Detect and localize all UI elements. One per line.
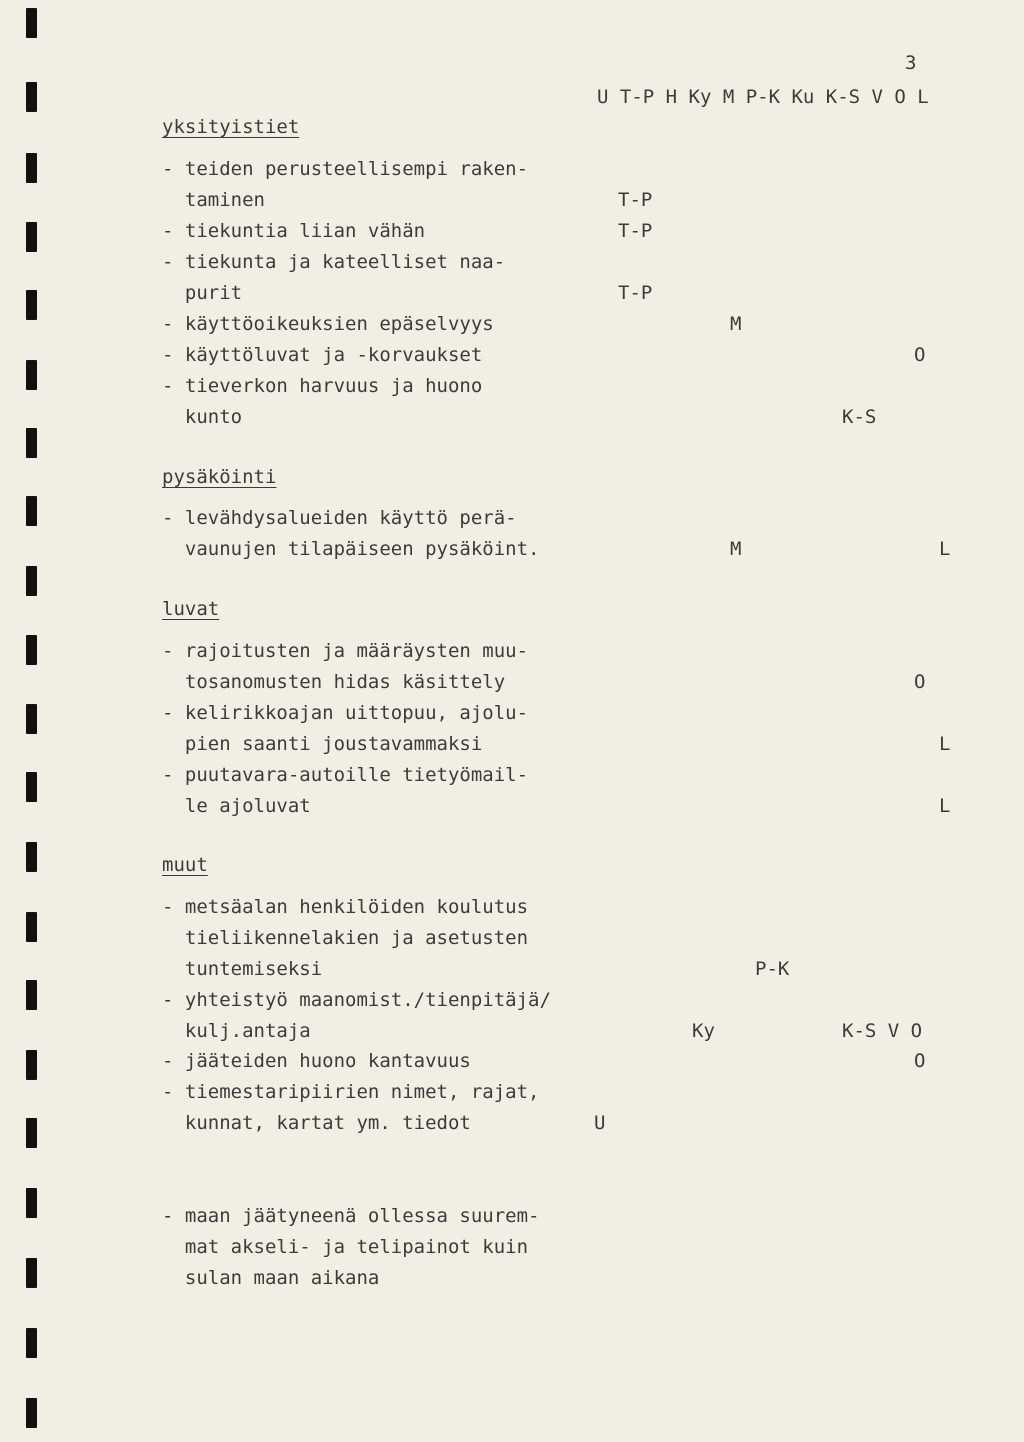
list-item: - puutavara-autoille tietyömail-: [162, 764, 529, 786]
column-mark: M: [730, 538, 742, 560]
binder-hole: [26, 222, 37, 252]
column-mark: L: [939, 795, 951, 817]
list-item: - käyttöoikeuksien epäselvyys: [162, 313, 494, 335]
column-header: U T-P H Ky M P-K Ku K-S V O L: [597, 86, 929, 108]
column-mark: T-P: [618, 282, 653, 304]
binder-hole: [26, 566, 37, 596]
list-item: - tieverkon harvuus ja huono: [162, 375, 483, 397]
binder-hole: [26, 772, 37, 802]
binder-hole: [26, 704, 37, 734]
binder-hole: [26, 290, 37, 320]
list-item: - tiekuntia liian vähän: [162, 220, 426, 242]
column-mark: O: [914, 344, 926, 366]
list-item: kulj.antaja: [162, 1020, 311, 1042]
column-mark: K-S V O: [842, 1020, 923, 1042]
list-item: - yhteistyö maanomist./tienpitäjä/: [162, 989, 551, 1011]
section-heading-luvat: luvat: [162, 598, 220, 620]
column-mark: U: [594, 1112, 606, 1134]
section-heading-muut: muut: [162, 854, 208, 876]
list-item: purit: [162, 282, 243, 304]
list-item: pien saanti joustavammaksi: [162, 733, 483, 755]
column-mark: K-S: [842, 406, 877, 428]
column-mark: T-P: [618, 189, 653, 211]
list-item: vaunujen tilapäiseen pysäköint.: [162, 538, 540, 560]
list-item: tuntemiseksi: [162, 958, 323, 980]
binder-hole: [26, 82, 37, 112]
binder-hole: [26, 842, 37, 872]
list-item: - rajoitusten ja määräysten muu-: [162, 640, 529, 662]
list-item: - tiemestaripiirien nimet, rajat,: [162, 1081, 540, 1103]
binder-hole: [26, 496, 37, 526]
list-item: - kelirikkoajan uittopuu, ajolu-: [162, 702, 529, 724]
binder-hole: [26, 912, 37, 942]
list-item: kunto: [162, 406, 243, 428]
list-item: - tiekunta ja kateelliset naa-: [162, 251, 506, 273]
column-mark: O: [914, 1050, 926, 1072]
column-mark: L: [939, 733, 951, 755]
list-item: - maan jäätyneenä ollessa suurem-: [162, 1205, 540, 1227]
binder-hole: [26, 360, 37, 390]
binder-hole: [26, 1118, 37, 1148]
column-mark: P-K: [755, 958, 790, 980]
page-number: 3: [905, 52, 917, 74]
binder-hole: [26, 1398, 37, 1428]
list-item: - metsäalan henkilöiden koulutus: [162, 896, 529, 918]
list-item: sulan maan aikana: [162, 1267, 380, 1289]
section-heading-pysakointi: pysäköinti: [162, 466, 277, 488]
binder-hole: [26, 153, 37, 183]
binder-hole: [26, 1050, 37, 1080]
list-item: le ajoluvat: [162, 795, 311, 817]
binder-hole: [26, 980, 37, 1010]
column-mark: M: [730, 313, 742, 335]
column-mark: Ky: [692, 1020, 715, 1042]
binder-hole: [26, 428, 37, 458]
binder-hole: [26, 1258, 37, 1288]
list-item: - jääteiden huono kantavuus: [162, 1050, 471, 1072]
list-item: taminen: [162, 189, 265, 211]
list-item: - käyttöluvat ja -korvaukset: [162, 344, 483, 366]
column-mark: T-P: [618, 220, 653, 242]
list-item: mat akseli- ja telipainot kuin: [162, 1236, 529, 1258]
binder-hole: [26, 635, 37, 665]
column-mark: O: [914, 671, 926, 693]
binder-hole: [26, 8, 37, 38]
list-item: tosanomusten hidas käsittely: [162, 671, 506, 693]
binder-hole: [26, 1188, 37, 1218]
section-heading-yksityistiet: yksityistiet: [162, 116, 300, 138]
list-item: tieliikennelakien ja asetusten: [162, 927, 529, 949]
list-item: - teiden perusteellisempi raken-: [162, 158, 529, 180]
list-item: kunnat, kartat ym. tiedot: [162, 1112, 471, 1134]
binder-hole: [26, 1328, 37, 1358]
list-item: - levähdysalueiden käyttö perä-: [162, 507, 517, 529]
column-mark: L: [939, 538, 951, 560]
